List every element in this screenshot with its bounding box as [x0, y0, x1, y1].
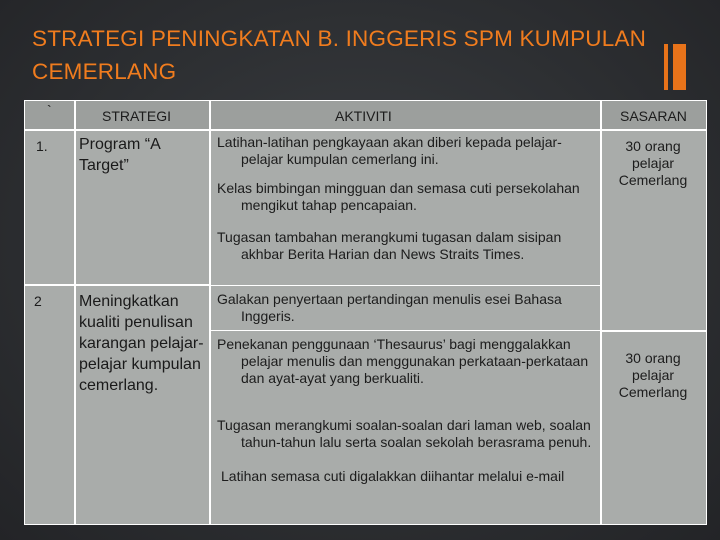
row2-strategi: Meningkatkan kualiti penulisan karangan pelajar-pelajar kumpulan cemerlang. [79, 293, 204, 394]
header-cell-strategi [75, 100, 210, 130]
header-cell-index [24, 100, 75, 130]
row2-sasaran-cell [601, 331, 707, 525]
header-cell-sasaran [601, 100, 707, 130]
row1-aktiviti-item: Kelas bimbingan mingguan dan semasa cuti persekolahan mengikut tahap pencapaian. [217, 180, 580, 213]
header-aktiviti-label: AKTIVITI [335, 108, 392, 124]
row1-sasaran: 30 orang pelajar Cemerlang [618, 138, 688, 188]
header-strategi-label: STRATEGI [102, 108, 171, 124]
row2-aktiviti-item: Latihan semasa cuti digalakkan diihantar melalui e-mail [221, 468, 565, 484]
row2-aktiviti-item: Galakan penyertaan pertandingan menulis esei Bahasa Inggeris. [217, 291, 562, 324]
row1-strategi-cell [75, 130, 210, 285]
row1-no: 1. [36, 138, 48, 154]
accent-bars [664, 44, 686, 90]
header-sasaran-label: SASARAN [620, 108, 687, 124]
row1-strategi: Program “A Target” [79, 136, 160, 174]
row2-aktiviti-item: Penekanan penggunaan ‘Thesaurus’ bagi menggalakkan pelajar menulis dan menggunakan perkataan-perkataan dan ayat-ayat yang berkualiti. [217, 336, 589, 386]
strategy-table [24, 100, 707, 525]
row2-aktiviti-item: Tugasan merangkumi soalan-soalan dari laman web, soalan tahun-tahun lalu serta soalan sekolah berasrama penuh. [217, 417, 592, 450]
accent-bar-thick [673, 44, 686, 90]
row2-strategi-cell [75, 285, 210, 525]
header-index-label: ` [47, 102, 52, 118]
slide-title: STRATEGI PENINGKATAN B. INGGERIS SPM KUMPULAN CEMERLANG [32, 26, 647, 84]
row1-no-cell [24, 130, 75, 285]
row1-aktiviti-item: Latihan-latihan pengkayaan akan diberi kepada pelajar-pelajar kumpulan cemerlang ini. [217, 134, 562, 167]
row2-aktiviti-cell [210, 285, 601, 525]
row2-no-cell [24, 285, 75, 525]
row1-aktiviti-item: Tugasan tambahan merangkumi tugasan dalam sisipan akhbar Berita Harian dan News Straits Times. [217, 229, 562, 262]
header-cell-aktiviti [210, 100, 601, 130]
row2-no: 2 [34, 293, 42, 309]
row1-sasaran-cell [601, 130, 707, 331]
accent-bar-thin [664, 44, 668, 90]
row2-sasaran: 30 orang pelajar Cemerlang [618, 350, 688, 400]
